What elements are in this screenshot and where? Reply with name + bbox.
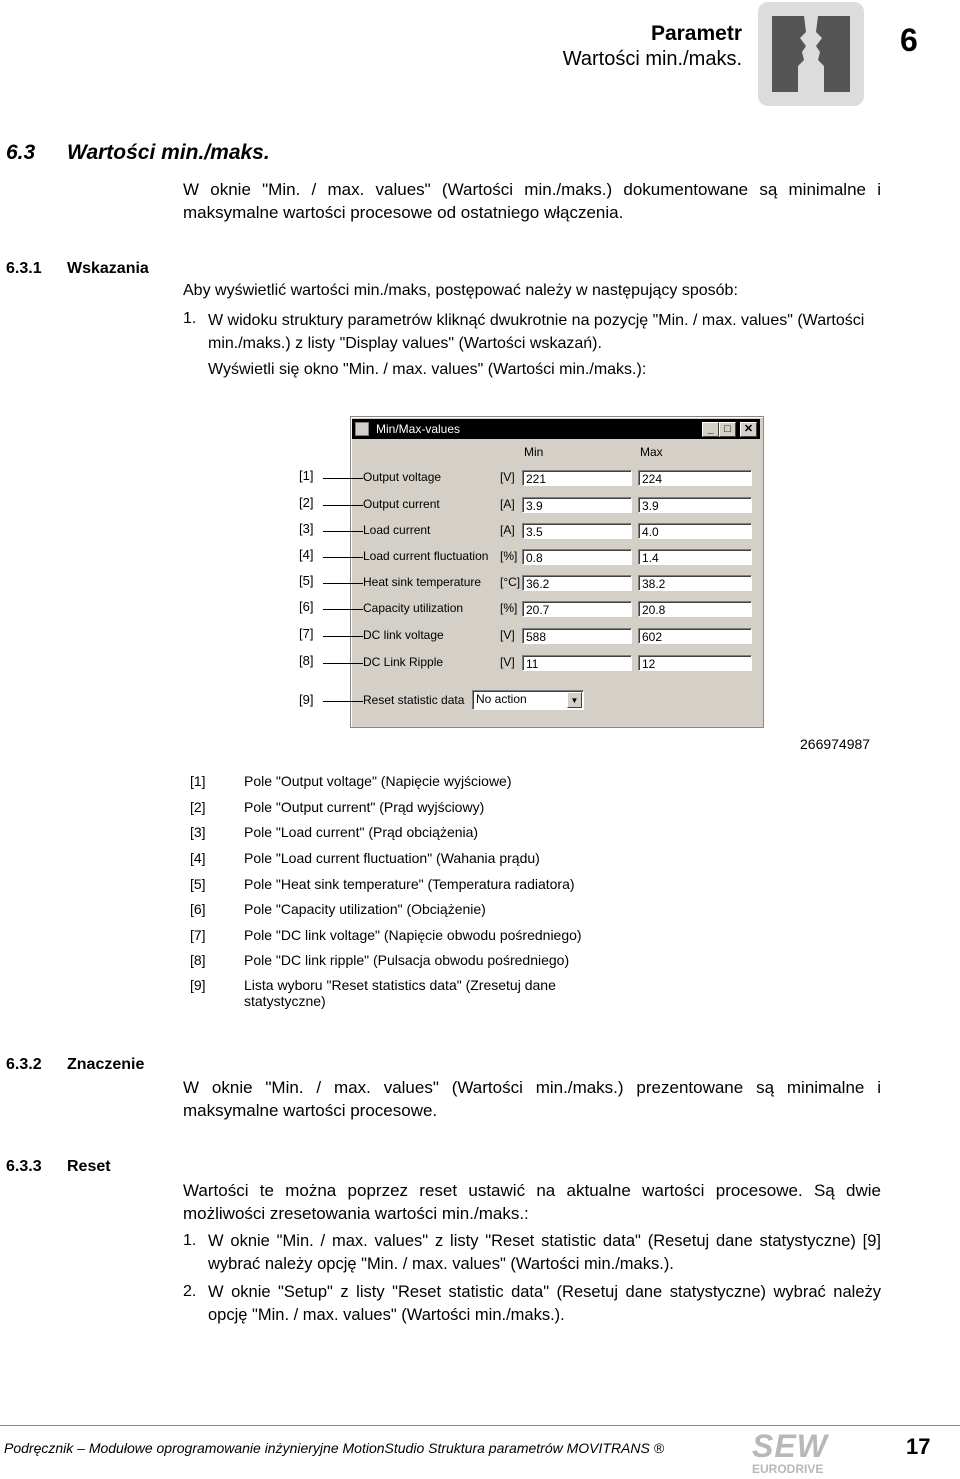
load-current-min: 3.5 [522, 523, 632, 539]
load-current-fluctuation-min: 0.8 [522, 549, 632, 565]
leader-line [323, 701, 363, 702]
header-title: Parametr [650, 22, 742, 45]
profile-faces-icon [758, 2, 864, 106]
legend-key: [9] [190, 977, 206, 993]
legend-text: Pole "Load current" (Prąd obciążenia) [244, 824, 479, 840]
leader-line [323, 557, 363, 558]
subsection-number: 6.3.2 [6, 1056, 42, 1073]
column-max-header: Max [640, 445, 663, 459]
section-title: Wartości min./maks. [67, 141, 270, 164]
callout-4: [4] [299, 547, 314, 562]
legend-text: Pole "Load current fluctuation" (Wahania prądu) [244, 850, 540, 866]
legend-text: Pole "DC link voltage" (Napięcie obwodu pośredniego) [244, 927, 582, 943]
legend-key: [8] [190, 952, 206, 968]
legend-key: [5] [190, 876, 206, 892]
leader-line [323, 505, 363, 506]
dc-link-voltage-min: 588 [522, 628, 632, 644]
chapter-number: 6 [900, 22, 918, 58]
field-label-dc-link-ripple: DC Link Ripple [363, 655, 444, 669]
subsection-title: Znaczenie [67, 1056, 145, 1073]
output-current-max: 3.9 [638, 497, 752, 513]
callout-3: [3] [299, 521, 314, 536]
leader-line [323, 636, 363, 637]
legend-key: [1] [190, 773, 206, 789]
output-voltage-max: 224 [638, 470, 752, 486]
dc-link-ripple-max: 12 [638, 655, 752, 671]
callout-6: [6] [299, 599, 314, 614]
dc-link-voltage-max: 602 [638, 628, 752, 644]
subsection-title: Wskazania [67, 260, 149, 277]
legend-text: Pole "Output current" (Prąd wyjściowy) [244, 799, 485, 815]
header-subtitle: Wartości min./maks. [562, 48, 742, 70]
window-title: Min/Max-values [376, 422, 461, 436]
brand-logo: SEW [752, 1428, 828, 1464]
app-icon [355, 422, 369, 436]
step-result: Wyświetli się okno "Min. / max. values" (Wartości min./maks.): [208, 361, 647, 378]
capacity-utilization-max: 20.8 [638, 601, 752, 617]
column-min-header: Min [524, 445, 544, 459]
page-number: 17 [906, 1434, 931, 1459]
leader-line [323, 478, 363, 479]
leader-line [323, 583, 363, 584]
capacity-utilization-min: 20.7 [522, 601, 632, 617]
field-label-output-voltage: Output voltage [363, 470, 442, 484]
legend-key: [3] [190, 824, 206, 840]
section-intro: W oknie "Min. / max. values" (Wartości min./maks.) dokumentowane są minimalne i maksymalne wartości procesowe od ostatniego włączenia. [183, 180, 881, 222]
footer-text: Podręcznik – Modułowe oprogramowanie inżynieryjne MotionStudio Struktura parametrów MOVITRANS ® [4, 1440, 665, 1456]
maximize-button[interactable]: □ [719, 422, 736, 437]
legend-text: Pole "Output voltage" (Napięcie wyjściowe) [244, 773, 512, 789]
output-current-min: 3.9 [522, 497, 632, 513]
legend-text: Pole "Capacity utilization" (Obciążenie) [244, 901, 486, 917]
subsection-lead: Aby wyświetlić wartości min./maks, postępować należy w następujący sposób: [183, 282, 738, 299]
close-button[interactable]: ✕ [740, 422, 757, 437]
field-unit: [A] [500, 523, 515, 537]
callout-7: [7] [299, 626, 314, 641]
field-label-reset-statistic-data: Reset statistic data [363, 693, 465, 707]
field-unit: [%] [500, 601, 518, 615]
step-number: 1. [183, 1232, 197, 1249]
field-label-heat-sink-temperature: Heat sink temperature [363, 575, 482, 589]
chapter-logo [758, 2, 864, 106]
callout-5: [5] [299, 573, 314, 588]
leader-line [323, 609, 363, 610]
minmax-window [350, 416, 764, 728]
field-unit: [V] [500, 628, 515, 642]
field-unit: [%] [500, 549, 518, 563]
step-number: 1. [183, 310, 197, 327]
callout-2: [2] [299, 495, 314, 510]
callout-8: [8] [299, 653, 314, 668]
subsection-number: 6.3.3 [6, 1158, 42, 1175]
field-unit: [°C] [500, 575, 521, 589]
legend-key: [2] [190, 799, 206, 815]
subsection-title: Reset [67, 1158, 111, 1175]
field-unit: [A] [500, 497, 515, 511]
legend-text: Pole "DC link ripple" (Pulsacja obwodu pośredniego) [244, 952, 570, 968]
field-unit: [V] [500, 655, 515, 669]
step-text: W widoku struktury parametrów kliknąć dwukrotnie na pozycję "Min. / max. values" (Wartości min./maks.) z listy "Display values" (Wartości wskazań). [208, 312, 865, 352]
legend-key: [7] [190, 927, 206, 943]
load-current-fluctuation-max: 1.4 [638, 549, 752, 565]
load-current-max: 4.0 [638, 523, 752, 539]
field-label-load-current-fluctuation: Load current fluctuation [363, 549, 489, 563]
leader-line [323, 531, 363, 532]
legend-text: Lista wyboru "Reset statistics data" (Zresetuj dane statystyczne) [244, 977, 556, 1009]
minimize-button[interactable]: _ [702, 422, 719, 437]
field-unit: [V] [500, 470, 515, 484]
field-label-dc-link-voltage: DC link voltage [363, 628, 444, 642]
callout-1: [1] [299, 468, 314, 483]
subsection-text: Wartości te można poprzez reset ustawić na aktualne wartości procesowe. Są dwie możliwości zresetowania wartości min./maks.: [183, 1181, 881, 1223]
field-label-capacity-utilization: Capacity utilization [363, 601, 464, 615]
heat-sink-temperature-min: 36.2 [522, 575, 632, 591]
legend-key: [6] [190, 901, 206, 917]
subsection-number: 6.3.1 [6, 260, 42, 277]
heat-sink-temperature-max: 38.2 [638, 575, 752, 591]
chevron-down-icon[interactable]: ▼ [567, 692, 582, 708]
output-voltage-min: 221 [522, 470, 632, 486]
subsection-text: W oknie "Min. / max. values" (Wartości min./maks.) prezentowane są minimalne i maksymalne wartości procesowe. [183, 1078, 881, 1120]
step-text: W oknie "Setup" z listy "Reset statistic data" (Resetuj dane statystyczne) wybrać należy opcję "Min. / max. values" (Wartości min./maks.). [208, 1283, 881, 1324]
section-number: 6.3 [6, 141, 36, 164]
footer-divider [0, 1425, 960, 1426]
field-label-output-current: Output current [363, 497, 440, 511]
leader-line [323, 663, 363, 664]
legend-key: [4] [190, 850, 206, 866]
step-number: 2. [183, 1283, 197, 1300]
step-text: W oknie "Min. / max. values" z listy "Reset statistic data" (Resetuj dane statystyczne) [9] wybrać należy opcję "Min. / max. values" (Wartości min./maks.). [208, 1232, 881, 1273]
window-titlebar [352, 419, 760, 439]
legend-text: Pole "Heat sink temperature" (Temperatura radiatora) [244, 876, 575, 892]
dc-link-ripple-min: 11 [522, 655, 632, 671]
callout-9: [9] [299, 692, 314, 707]
field-label-load-current: Load current [363, 523, 431, 537]
reset-statistic-data-select[interactable]: No action [472, 690, 584, 710]
brand-logo-sub: EURODRIVE [752, 1462, 824, 1476]
image-id: 266974987 [800, 736, 871, 752]
